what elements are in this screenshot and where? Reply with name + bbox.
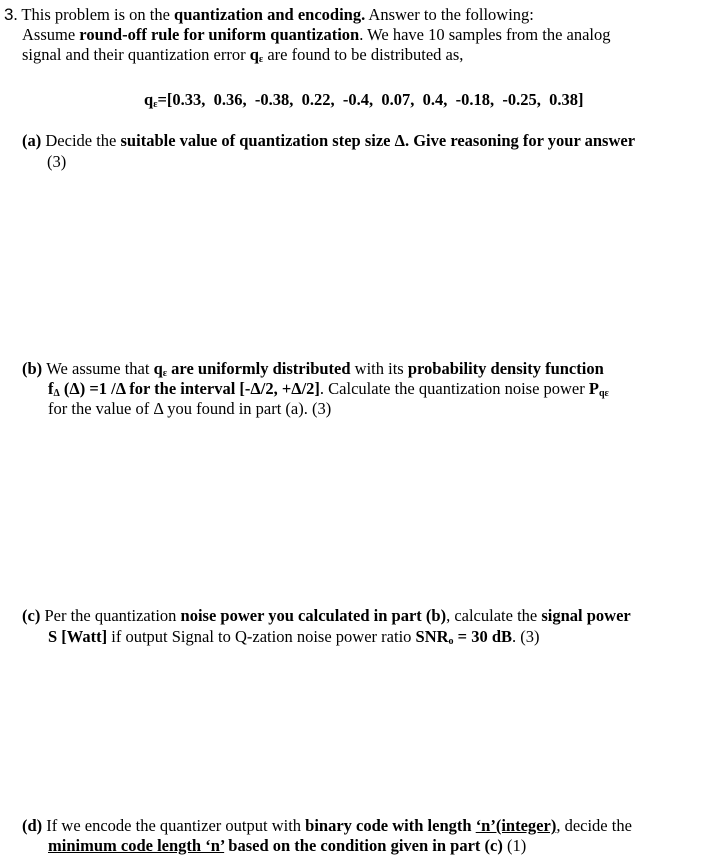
equation-values: =[0.33, 0.36, -0.38, 0.22, -0.4, 0.07, 0.4, -0.18, -0.25, 0.38]	[157, 90, 584, 109]
part-a-label: (a)	[22, 131, 46, 150]
problem-assumption-line	[22, 25, 611, 45]
intro-text: . This problem is on the	[13, 5, 175, 24]
problem-number: 3	[4, 5, 14, 24]
equation-lhs: q	[144, 90, 154, 109]
part-a-line-1: (a) Decide the suitable value of quantization step size Δ. Give reasoning for your answer	[22, 131, 636, 150]
part-b-label: (b)	[22, 359, 47, 378]
problem-intro-line	[4, 5, 534, 25]
part-b-points: for the value of Δ you found in part (a). (3)	[48, 399, 332, 418]
part-d-line-2: minimum code length ‘n’ based on the condition given in part (c) (1)	[48, 836, 527, 855]
error-vector-equation: $q_\varepsilon=[0.33$, 0.36, -0.38, 0.22, -0.4, 0.07, 0.4, -0.18, -0.25, 0.38]	[144, 90, 584, 110]
part-b-line-1: (b) We assume that $q_\varepsilon$ are uniformly distributed with its probability density function	[22, 359, 604, 379]
part-a-line-2	[47, 152, 66, 172]
samples-text: . We have 10 samples from the analog	[359, 25, 611, 44]
assumption-text: Assume	[22, 25, 80, 44]
part-b-line-3	[48, 399, 331, 419]
intro-instruction: Answer to the following:	[365, 5, 534, 24]
part-c-line-1: (c) Per the quantization noise power you calculated in part (b), calculate the signal power	[22, 606, 631, 625]
distribution-text: are found to be distributed as,	[263, 45, 464, 64]
part-c-label: (c)	[22, 606, 45, 625]
part-a-question: suitable value of quantization step size Δ. Give reasoning for your answer	[120, 131, 636, 150]
part-d-line-1: (d) If we encode the quantizer output with binary code with length ‘n’(integer), decide the	[22, 816, 632, 835]
part-b-line-2: $f_\Delta$ (Δ) =1 /Δ for the interval [-Δ/2, +Δ/2]. Calculate the quantization noise power $P_{q\varepsilon}$	[48, 379, 609, 399]
intro-topic: quantization and encoding.	[174, 5, 366, 24]
error-text: signal and their quantization error	[22, 45, 250, 64]
part-d-label: (d)	[22, 816, 47, 835]
pdf-term: probability density function	[407, 359, 604, 378]
part-a-points: (3)	[47, 152, 67, 171]
problem-error-line	[22, 45, 463, 70]
q-epsilon-symbol: $q_\varepsilon$	[249, 45, 264, 65]
part-c-line-2: S [Watt] if output Signal to Q-zation noise power ratio $SNR_o = 30$ dB. (3)	[48, 627, 540, 647]
assumption-rule: round-off rule for uniform quantization	[79, 25, 360, 44]
